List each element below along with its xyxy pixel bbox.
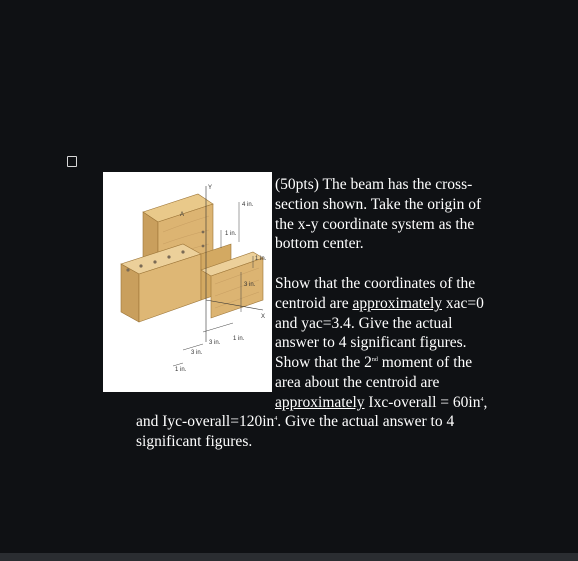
- select-checkbox[interactable]: [67, 156, 77, 167]
- problem-paragraph-3: and Iyc-$overall=120in^4$. Give the actual answer to 4 significant figures.: [136, 413, 455, 450]
- dim-1in-top: 1 in.: [225, 231, 237, 237]
- problem-paragraph-1: (50pts) The beam has the cross- section shown. Take the origin of the x-y coordinate system as the bottom center.: [275, 176, 482, 253]
- approximately-underlined-2: approximately: [275, 393, 365, 411]
- flange-side-face: [121, 264, 139, 322]
- dim-4in: 4 in.: [242, 202, 254, 208]
- y-axis-label: Y: [208, 185, 213, 191]
- dim-1in-left: 1 in.: [175, 367, 187, 373]
- dim-3in-bottom2: 3 in.: [191, 350, 203, 356]
- x-axis-label: X: [261, 314, 266, 320]
- problem-paragraph-2: Show that the coordinates of the centroid are approximately xac=0 and yac=3.4. Give the actual answer to 4 significant figures. Show that the 2nd moment of the area about the centroid are approximately Ixc-overall = $60in^4$,: [275, 275, 488, 411]
- dim-1in-right: 1 in.: [255, 256, 267, 262]
- dim-3in-right: 3 in.: [244, 282, 256, 288]
- bottom-strip: [0, 553, 578, 561]
- dim-3in-bottom1: 3 in.: [209, 340, 221, 346]
- beam-cross-section-figure: [103, 172, 272, 392]
- dim-1in-bottom: 1 in.: [233, 336, 245, 342]
- beam-illustration: [103, 172, 272, 392]
- approximately-underlined-1: approximately: [352, 294, 442, 312]
- point-a-label: A: [180, 212, 185, 218]
